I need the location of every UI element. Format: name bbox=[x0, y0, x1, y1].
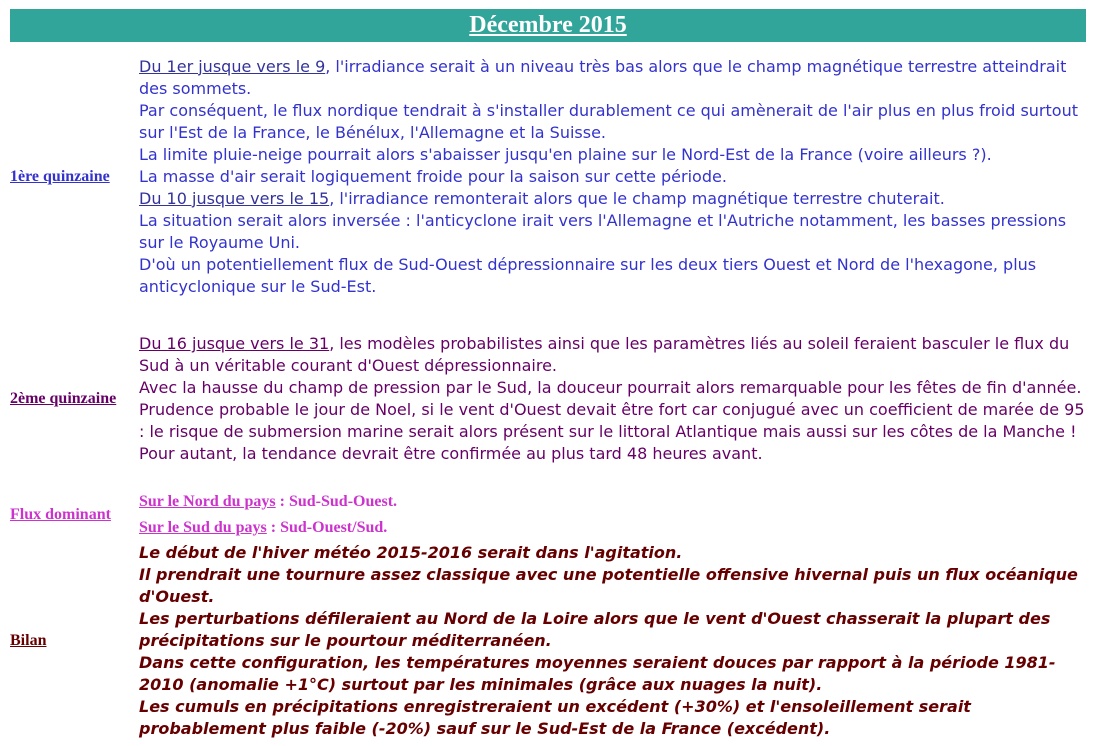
paragraph: La limite pluie-neige pourrait alors s'abaisser jusqu'en plaine sur le Nord-Est de la France (voire ailleurs ?). bbox=[139, 144, 992, 164]
paragraph: Par conséquent, le flux nordique tendrait à s'installer durablement ce qui amènerait de l'air plus en plus froid surtout sur l'Est de la France, le Bénélux, l'Allemagne et la Suisse. bbox=[139, 100, 1078, 142]
paragraph-text: , les modèles probabilistes ainsi que les paramètres liés au soleil feraient basculer le flux du Sud à un véritable courant d'Ouest dépressionnaire. bbox=[139, 334, 1070, 375]
row-first-fortnight bbox=[10, 44, 1086, 309]
paragraph: La masse d'air serait logiquement froide pour la saison sur cette période. bbox=[139, 166, 727, 186]
paragraph: Le début de l'hiver météo 2015-2016 serait dans l'agitation. bbox=[139, 543, 683, 562]
row-dominant-flow bbox=[10, 489, 1086, 541]
label-cell bbox=[10, 489, 137, 541]
period-10-15-link[interactable]: Du 10 jusque vers le 15 bbox=[139, 188, 330, 208]
south-link[interactable]: Sur le Sud du pays bbox=[139, 519, 267, 536]
paragraph: Dans cette configuration, les températures moyennes seraient douces par rapport à la période 1981-2010 (anomalie +1°C) surtout par les minimales (grâce aux nuages la nuit). bbox=[139, 653, 1056, 694]
month-title: Décembre 2015 bbox=[469, 12, 627, 38]
dominant-flow-link[interactable]: Flux dominant bbox=[10, 506, 111, 523]
paragraph bbox=[139, 56, 1086, 100]
row-second-fortnight bbox=[10, 309, 1086, 489]
paragraph bbox=[139, 489, 1086, 515]
second-fortnight-text bbox=[137, 309, 1086, 489]
paragraph: D'où un potentiellement flux de Sud-Ouest dépressionnaire sur les deux tiers Ouest et Nord de l'hexagone, plus anticyclonique sur le Sud-Est. bbox=[139, 254, 1037, 296]
paragraph: Les cumuls en précipitations enregistreraient un excédent (+30%) et l'ensoleillement serait probablement plus faible (-20%) sauf sur le Sud-Est de la France (excédent). bbox=[139, 697, 971, 738]
paragraph-text: , l'irradiance serait à un niveau très bas alors que le champ magnétique terrestre atteindrait des sommets. bbox=[139, 56, 1067, 98]
paragraph bbox=[139, 188, 1086, 210]
forecast-page bbox=[10, 9, 1086, 741]
paragraph: Il prendrait une tournure assez classique avec une potentielle offensive hivernal puis un flux océanique d'Ouest. bbox=[139, 565, 1078, 606]
summary-link[interactable]: Bilan bbox=[10, 632, 47, 649]
forecast-table bbox=[10, 44, 1086, 741]
first-fortnight-text bbox=[137, 44, 1086, 309]
row-summary bbox=[10, 541, 1086, 741]
first-fortnight-link[interactable]: 1ère quinzaine bbox=[10, 167, 110, 185]
dominant-flow-text bbox=[137, 489, 1086, 541]
label-cell bbox=[10, 309, 137, 489]
paragraph bbox=[139, 333, 1086, 377]
month-title-bar bbox=[10, 9, 1086, 42]
paragraph-text: : Sud-Sud-Ouest. bbox=[275, 493, 398, 510]
paragraph: Avec la hausse du champ de pression par le Sud, la douceur pourrait alors remarquable pour les fêtes de fin d'année. bbox=[139, 378, 1082, 397]
period-1-9-link[interactable]: Du 1er jusque vers le 9 bbox=[139, 56, 326, 76]
label-cell bbox=[10, 541, 137, 741]
paragraph bbox=[139, 515, 1086, 541]
period-16-31-link[interactable]: Du 16 jusque vers le 31 bbox=[139, 334, 330, 353]
label-cell bbox=[10, 44, 137, 309]
paragraph: Prudence probable le jour de Noel, si le vent d'Ouest devait être fort car conjugué avec un coefficient de marée de 95 : le risque de submersion marine serait alors présent sur le littoral Atlantique mais aussi sur les côtes de la Manche ! bbox=[139, 400, 1085, 441]
paragraph-text: , l'irradiance remonterait alors que le champ magnétique terrestre chuterait. bbox=[329, 188, 945, 208]
paragraph-text: : Sud-Ouest/Sud. bbox=[266, 519, 388, 536]
summary-text bbox=[137, 541, 1086, 741]
paragraph: Les perturbations défileraient au Nord de la Loire alors que le vent d'Ouest chasserait la plupart des précipitations sur le pourtour méditerranéen. bbox=[139, 609, 1051, 650]
paragraph: Pour autant, la tendance devrait être confirmée au plus tard 48 heures avant. bbox=[139, 444, 763, 463]
north-link[interactable]: Sur le Nord du pays bbox=[139, 493, 276, 510]
second-fortnight-link[interactable]: 2ème quinzaine bbox=[10, 390, 117, 407]
paragraph: La situation serait alors inversée : l'anticyclone irait vers l'Allemagne et l'Autriche notamment, les basses pressions sur le Royaume Uni. bbox=[139, 210, 1067, 252]
